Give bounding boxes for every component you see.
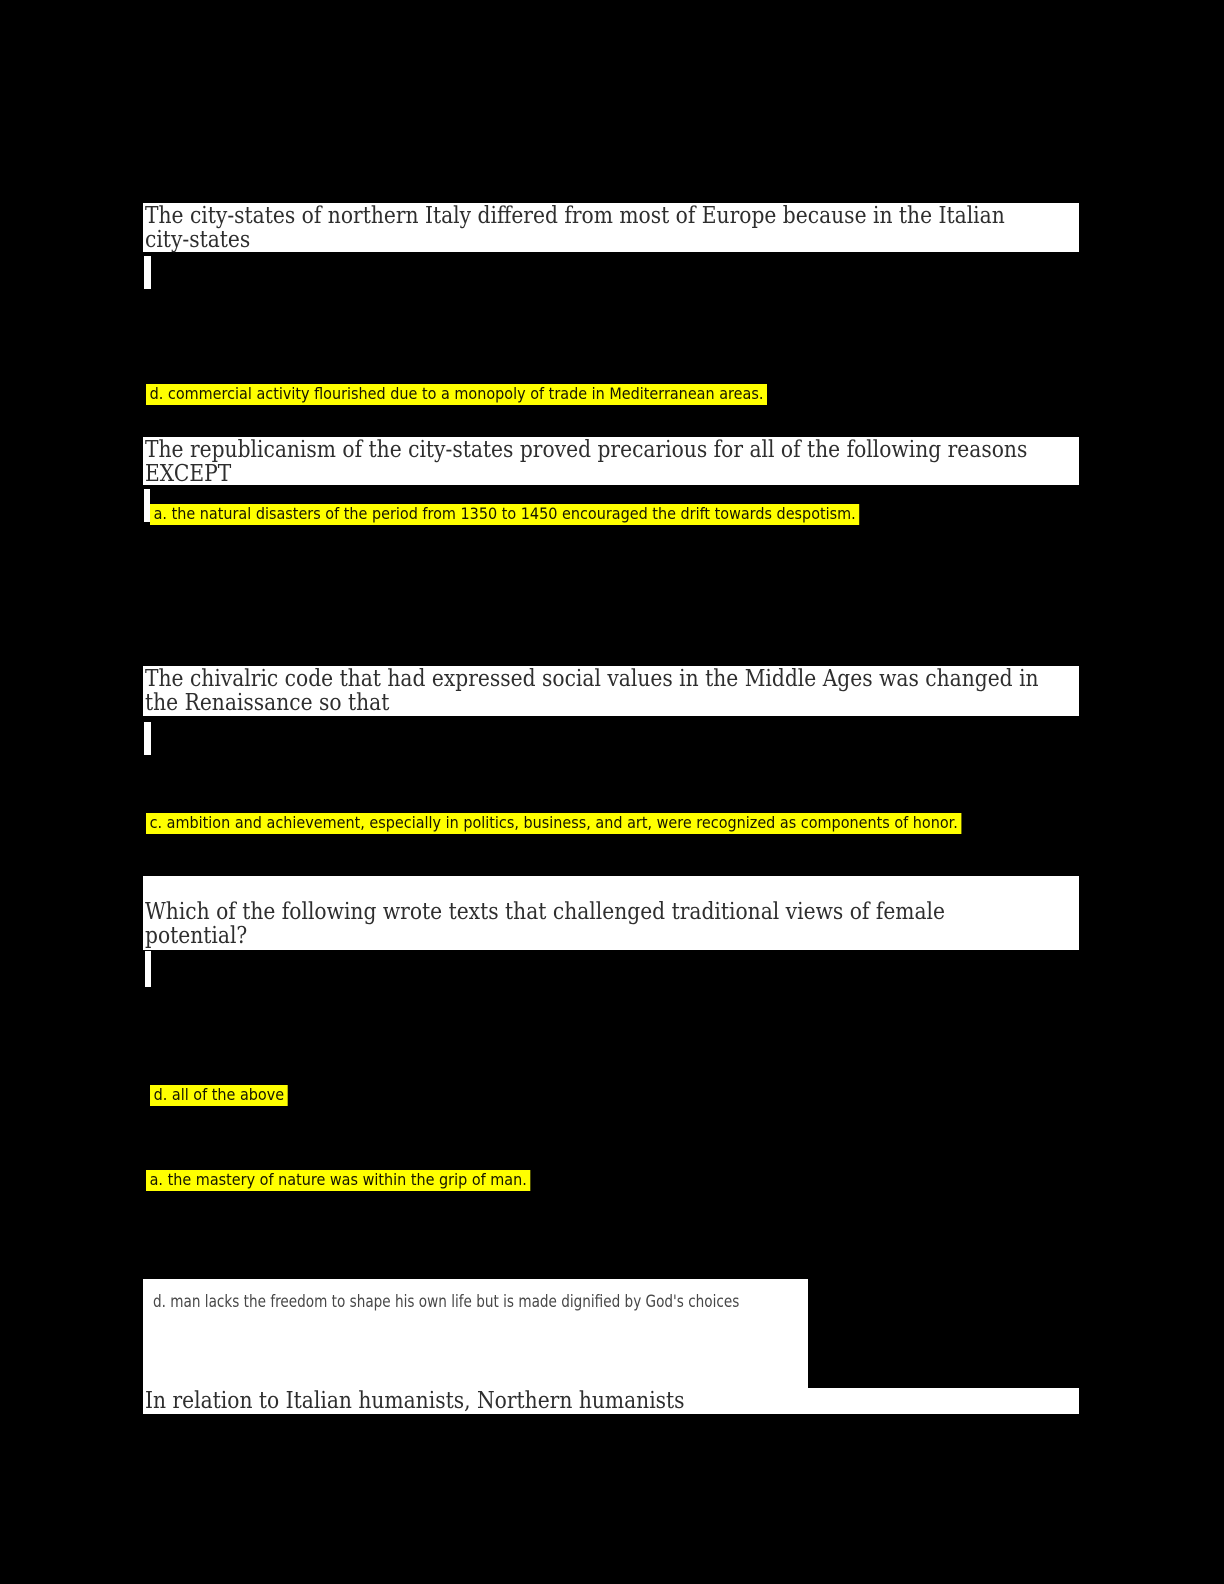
text-cursor-3 <box>144 722 151 755</box>
question-3-line-1: The chivalric code that had expressed social values in the Middle Ages was changed in <box>145 666 1039 692</box>
answer-1-text: d. commercial activity flourished due to a monopoly of trade in Mediterranean areas. <box>146 384 767 405</box>
answer-2-text: a. the natural disasters of the period from 1350 to 1450 encouraged the drift towards despotism. <box>150 504 859 525</box>
highlighted-answer-5 <box>146 1170 573 1191</box>
highlighted-answer-2 <box>150 504 938 525</box>
text-cursor-4 <box>145 951 151 987</box>
question-3-line-2: the Renaissance so that <box>145 690 390 716</box>
question-4-text <box>145 900 1087 948</box>
answer-4-text: d. all of the above <box>150 1085 288 1106</box>
answer-6-text: d. man lacks the freedom to shape his own life but is made dignified by God's choices <box>153 1292 740 1312</box>
question-3-text <box>145 667 1087 715</box>
highlighted-answer-4 <box>150 1085 303 1106</box>
answer-3-text: c. ambition and achievement, especially in politics, business, and art, were recognized as components of honor. <box>146 813 961 834</box>
question-2-text <box>145 438 1087 486</box>
question-4-block <box>143 876 1079 950</box>
text-cursor-1 <box>144 256 151 289</box>
question-1-line-1: The city-states of northern Italy differed from most of Europe because in the Italian <box>145 203 1005 229</box>
question-1-text <box>145 204 1087 252</box>
answer-5-text: a. the mastery of nature was within the grip of man. <box>146 1170 530 1191</box>
question-1-line-2: city-states <box>145 227 251 253</box>
question-4-line-2: potential? <box>145 923 248 949</box>
highlighted-answer-1 <box>146 384 836 405</box>
highlighted-answer-3 <box>146 813 1052 834</box>
answer-6-block <box>143 1279 808 1393</box>
question-5-block <box>143 1388 1079 1414</box>
question-2-line-2: EXCEPT <box>145 461 232 487</box>
question-4-line-1: Which of the following wrote texts that challenged traditional views of female <box>145 899 946 925</box>
question-5-text: In relation to Italian humanists, Northern humanists <box>145 1388 685 1414</box>
question-2-line-1: The republicanism of the city-states proved precarious for all of the following reasons <box>145 437 1028 463</box>
question-2-block <box>143 437 1079 485</box>
question-1-block <box>143 203 1079 252</box>
question-3-block <box>143 666 1079 716</box>
